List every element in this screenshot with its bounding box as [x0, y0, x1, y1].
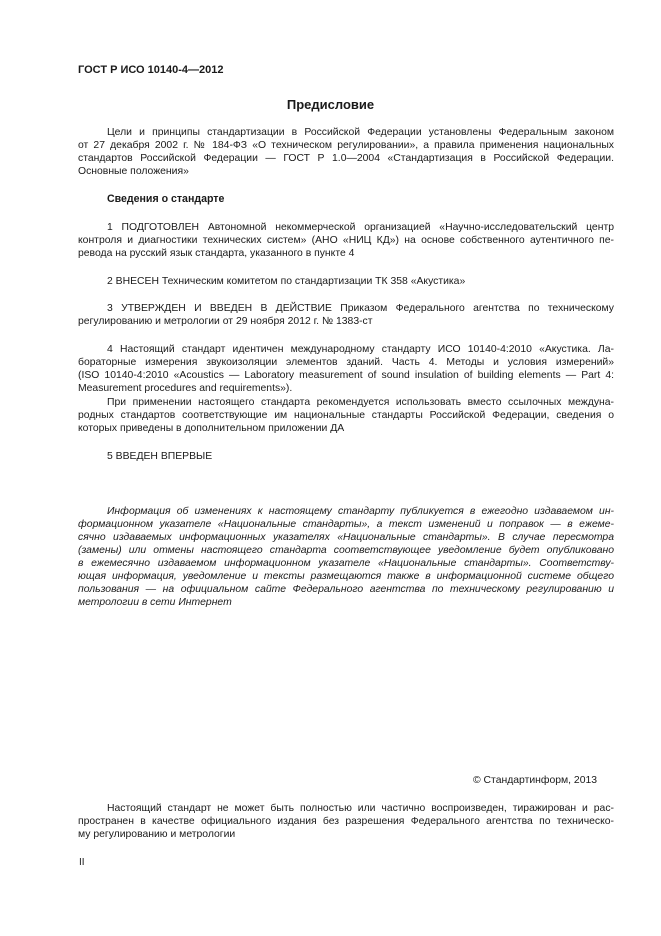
info-notice-line: (замены) или отмены настоящего стандарта соответствующее уведомление будет опубликовано [78, 545, 614, 556]
clause-4-note-line: При применении настоящего стандарта рекомендуется использовать вместо ссылочных междуна- [107, 397, 614, 408]
clause-1-line: ревода на русский язык стандарта, указанного в пункте 4 [78, 248, 355, 259]
page-title: Предисловие [286, 97, 375, 112]
info-notice-line: Информация об изменениях к настоящему стандарту публикуется в ежегодно издаваемом ин- [107, 506, 614, 517]
intro-line: стандартов Российской Федерации — ГОСТ Р 1.0—2004 «Стандартизация в Российской Федерации. [78, 153, 614, 164]
clause-3-line: регулированию и метрологии от 29 ноября 2012 г. № 1383-ст [78, 316, 373, 327]
intro-line: Основные положения» [78, 166, 189, 177]
clause-2-line: 2 ВНЕСЕН Техническим комитетом по стандартизации ТК 358 «Акустика» [107, 276, 466, 287]
intro-line: Цели и принципы стандартизации в Российской Федерации установлены Федеральным законом [107, 127, 614, 138]
copyright-notice: © Стандартинформ, 2013 [473, 775, 598, 786]
intro-line: от 27 декабря 2002 г. № 184-ФЗ «О техническом регулировании», а правила применения национальных [78, 140, 614, 151]
info-notice-line: в ежемесячно издаваемом информационном указателе «Национальные стандарты». Соответству- [78, 558, 614, 569]
document-header: ГОСТ Р ИСО 10140-4—2012 [78, 64, 224, 76]
reproduction-notice-line: пространен в качестве официального издания без разрешения Федерального агентства по техническо- [78, 816, 614, 827]
reproduction-notice-line: му регулированию и метрологии [78, 829, 236, 840]
clause-4-line: (ISO 10140-4:2010 «Acoustics — Laboratory measurement of sound insulation of building elements — Part 4: [78, 370, 614, 381]
info-notice-line: пользования — на официальном сайте Федерального агентства по техническому регулированию и [78, 584, 614, 595]
section-heading: Сведения о стандарте [107, 193, 225, 205]
clause-4-line: бораторные измерения звукоизоляции элементов зданий. Часть 4. Методы и условия измерений» [78, 357, 614, 368]
info-notice-line: метрологии в сети Интернет [78, 597, 232, 608]
clause-5-line: 5 ВВЕДЕН ВПЕРВЫЕ [107, 451, 213, 462]
reproduction-notice-line: Настоящий стандарт не может быть полностью или частично воспроизведен, тиражирован и рас- [107, 803, 614, 814]
clause-1-line: 1 ПОДГОТОВЛЕН Автономной некоммерческой организацией «Научно-исследовательский центр [107, 222, 614, 233]
info-notice-line: формационном указателе «Национальные стандарты», а текст изменений и поправок — в ежеме- [78, 519, 614, 530]
clause-4-note-line: которых приведены в дополнительном приложении ДА [78, 423, 345, 434]
clause-3-line: 3 УТВЕРЖДЕН И ВВЕДЕН В ДЕЙСТВИЕ Приказом Федерального агентства по техническому [107, 303, 614, 314]
clause-1-line: контроля и диагностики технических систем» (АНО «НИЦ КД») на основе собственного аутентичного пе- [78, 235, 614, 246]
page-number: II [79, 857, 85, 868]
clause-4-line: 4 Настоящий стандарт идентичен международному стандарту ИСО 10140-4:2010 «Акустика. Ла- [107, 344, 614, 355]
clause-4-note-line: родных стандартов соответствующие им национальные стандарты Российской Федерации, сведения о [78, 410, 614, 421]
clause-4-line: Measurement procedures and requirements»). [78, 383, 293, 394]
info-notice-line: сячно издаваемых информационных указателях «Национальные стандарты». В случае пересмотра [78, 532, 614, 543]
info-notice-line: ющая информация, уведомление и тексты размещаются также в информационной системе общего [78, 571, 614, 582]
